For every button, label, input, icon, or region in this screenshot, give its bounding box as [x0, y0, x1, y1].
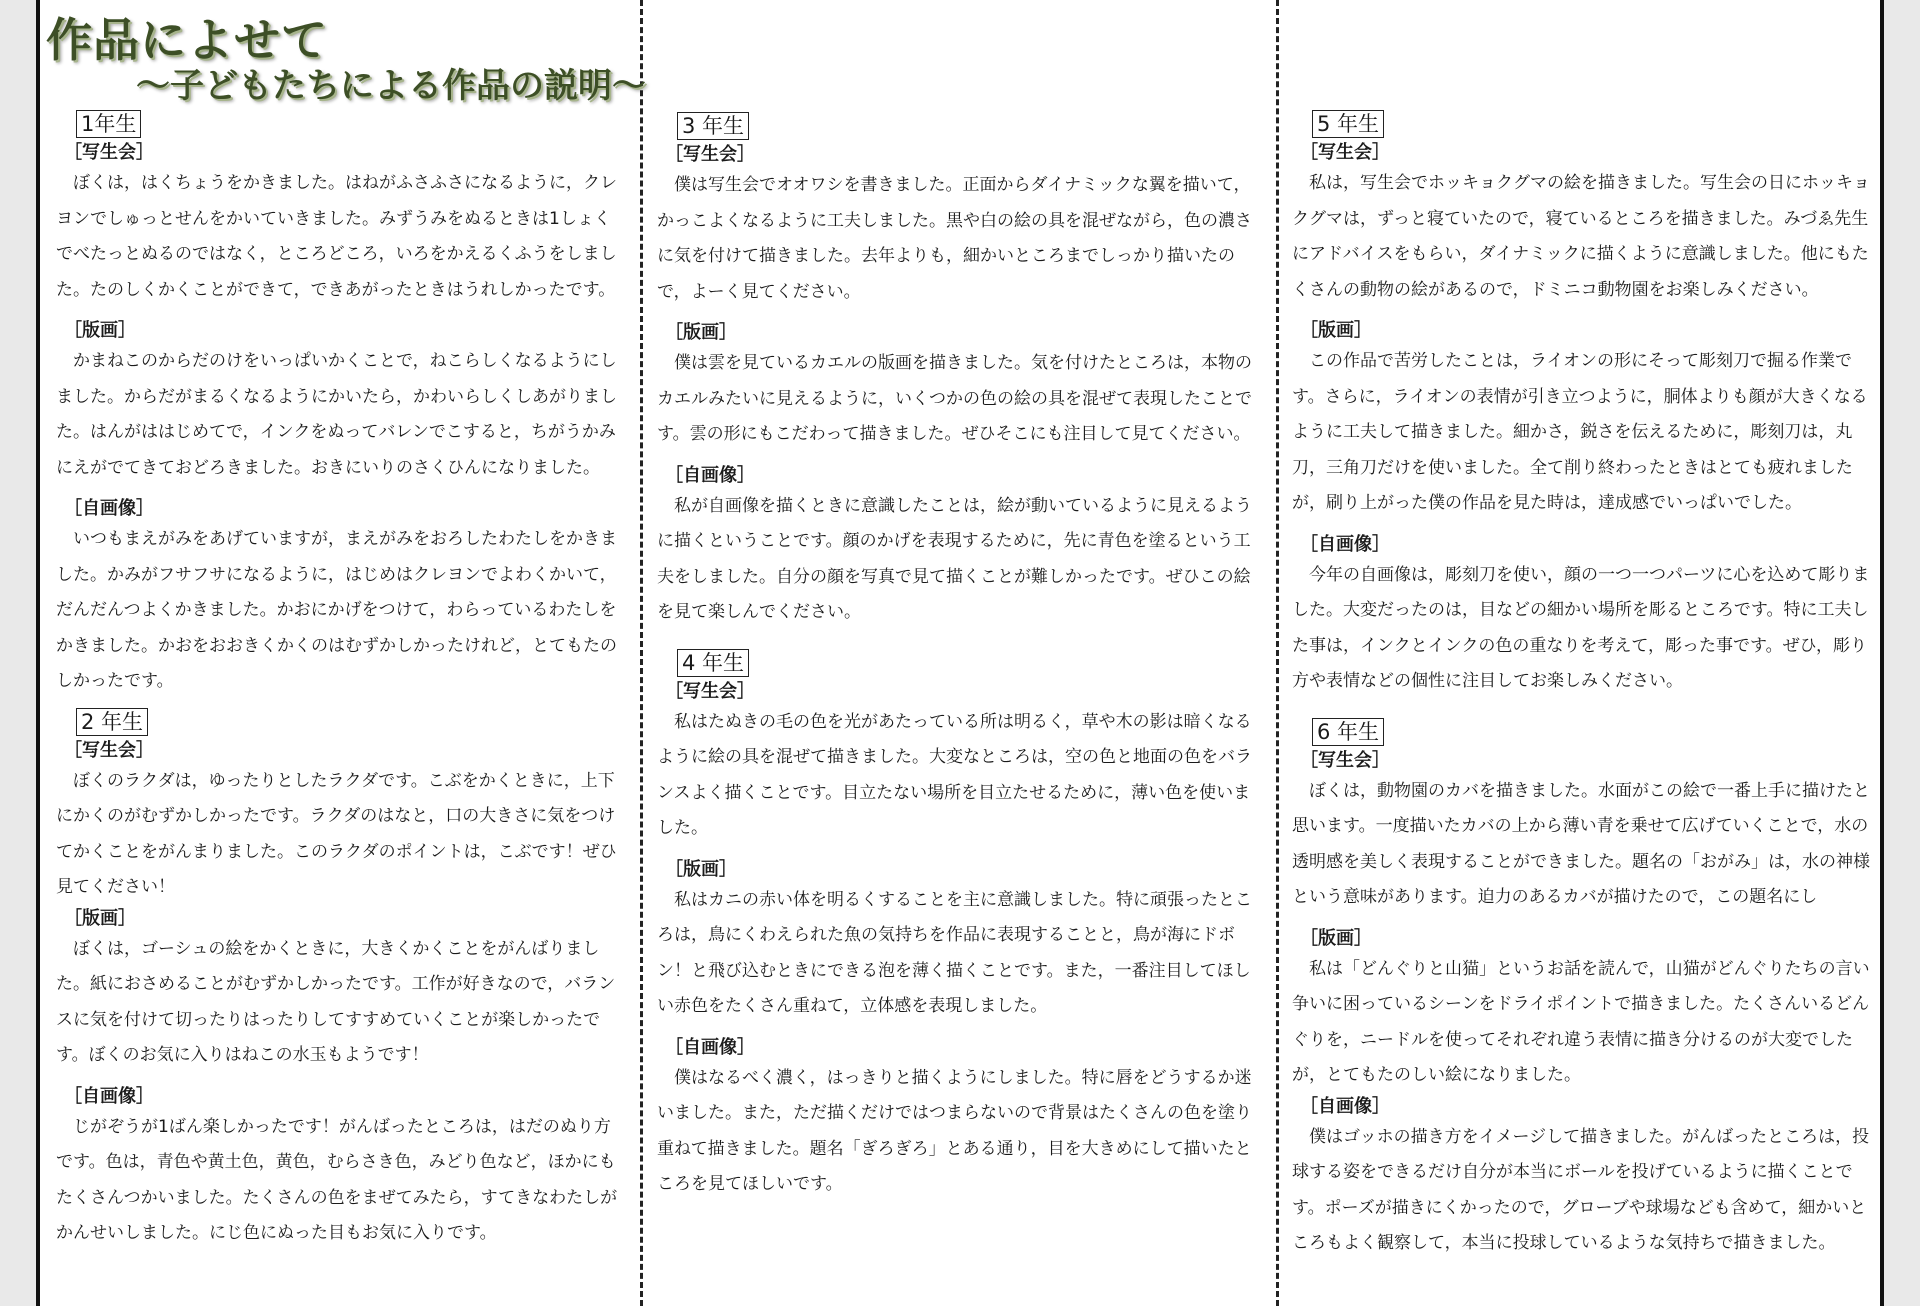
section-text: 今年の自画像は，彫刻刀を使い，顔の一つ一つパーツに心を込めて彫りました。大変だったのは，目などの細かい場所を彫るところです。特に工夫した事は，インクとインクの色の重なりを考えて，彫った事です。ぜひ，彫り方や表情などの個性に注目してお楽しみください。	[1292, 564, 1870, 691]
section-print	[655, 857, 1265, 1025]
grade-block-3	[655, 112, 1265, 631]
section-text: 僕はなるべく濃く，はっきりと描くようにしました。特に唇をどうするか迷いました。また，ただ描くだけではつまらないので背景はたくさんの色を塗り重ねて描きました。題名「ぎろぎろ」とある通り，目を大きめにして描いたところを見てほしいです。	[657, 1067, 1252, 1194]
grade-label: 2 年生	[76, 708, 148, 736]
section-label: ［自画像］	[1300, 1095, 1390, 1117]
section-label: ［写生会］	[665, 680, 755, 702]
section-text: ぼくは，はくちょうをかきました。はねがふさふさになるように，クレヨンでしゅっとせんをかいていきました。みずうみをぬるときは1しょくでべたっとぬるのではなく，ところどころ，いろをかえるくふうをしました。たのしくかくことができて，できあがったときはうれしかったです。	[56, 173, 617, 300]
section-label: ［版画］	[64, 320, 136, 341]
section-label: ［版画］	[665, 858, 737, 880]
section-label: ［自画像］	[1300, 533, 1390, 555]
section-label: ［版画］	[665, 322, 737, 343]
section-text: 私はたぬきの毛の色を光があたっている所は明るく，草や木の影は暗くなるように絵の具を混ぜて描きました。大変なところは，空の色と地面の色をバランスよく描くことです。目立たない場所を目立たせるために，薄い色を使いました。	[657, 711, 1252, 838]
section-text: 僕は雲を見ているカエルの版画を描きました。気を付けたところは，本物のカエルみたいに見えるように，いくつかの色の絵の具を混ぜて表現したことです。雲の形にもこだわって描きました。ぜひそこにも注目して見てください。	[657, 353, 1252, 444]
section-sketch	[54, 738, 619, 906]
section-label: ［自画像］	[665, 464, 755, 486]
section-label: ［写生会］	[665, 144, 755, 165]
grade-block-4	[655, 649, 1265, 1203]
section-text: 私は「どんぐりと山猫」というお話を読んで，山猫がどんぐりたちの言い争いに困っているシーンをドライポイントで描きました。たくさんいるどんぐりを，ニードルを使ってそれぞれ違う表情に描き分けるのが大変でしたが，とてもたのしい絵になりました。	[1292, 958, 1870, 1085]
grade-label: 4 年生	[677, 649, 749, 677]
grade-block-5	[1290, 110, 1880, 700]
section-text: ぼくは，動物園のカバを描きました。水面がこの絵で一番上手に描けたと思います。一度描いたカバの上から薄い青を乗せて広げていくことで，水の透明感を美しく表現することができました。題名の「おがみ」は，水の神様という意味があります。迫力のあるカバが描けたので，この題名にし	[1292, 780, 1870, 907]
document-page	[36, 0, 1884, 1306]
section-label: ［写生会］	[1300, 142, 1390, 163]
section-label: ［自画像］	[64, 498, 154, 519]
section-text: ぼくのラクダは，ゆったりとしたラクダです。こぶをかくときに，上下にかくのがむずかしかったです。ラクダのはなと，口の大きさに気をつけてかくことをがんまりました。このラクダのポイントは，こぶです！ぜひ見てください！	[56, 770, 617, 897]
section-text: この作品で苦労したことは，ライオンの形にそって彫刻刀で掘る作業です。さらに，ライオンの表情が引き立つように，胴体よりも顔が大きくなるように工夫して描きました。細かさ，鋭さを伝えるために，彫刻刀は，丸刀，三角刀だけを使いました。全て削り終わったときはとても疲れましたが，刷り上がった僕の作品を見た時は，達成感でいっぱいでした。	[1292, 351, 1868, 513]
column-right	[1290, 110, 1880, 1270]
section-self-portrait	[655, 463, 1265, 631]
section-text: 私が自画像を描くときに意識したことは，絵が動いているように見えるように描くということです。顔のかげを表現するために，先に青色を塗るという工夫をしました。自分の顔を写真で見て描くことが難しかったです。ぜひこの絵を見て楽しんでください。	[657, 495, 1252, 622]
column-left	[54, 110, 619, 1260]
section-sketch	[54, 140, 619, 308]
grade-label: 5 年生	[1312, 110, 1384, 138]
grade-block-1	[54, 110, 619, 700]
section-label: ［写生会］	[64, 739, 154, 761]
section-print	[54, 318, 619, 486]
section-label: ［版画］	[1300, 320, 1372, 341]
section-self-portrait	[655, 1035, 1265, 1203]
section-sketch	[655, 679, 1265, 847]
section-label: ［写生会］	[1300, 749, 1390, 771]
section-print	[1290, 926, 1880, 1094]
section-text: ぼくは，ゴーシュの絵をかくときに，大きくかくことをがんばりました。紙におさめることがむずかしかったです。工作が好きなので，バランスに気を付けて切ったりはったりしてすすめていくことが楽しかったです。ぼくのお気に入りはねこの水玉もようです！	[56, 938, 616, 1065]
section-self-portrait	[54, 1084, 619, 1252]
section-text: 僕は写生会でオオワシを書きました。正面からダイナミックな翼を描いて，かっこよくなるように工夫しました。黒や白の絵の具を混ぜながら，色の濃さに気を付けて描きました。去年よりも，細かいところまでしっかり描いたので，よーく見てください。	[657, 175, 1252, 302]
section-text: かまねこのからだのけをいっぱいかくことで，ねこらしくなるようにしました。からだがまるくなるようにかいたら，かわいらしくしあがりました。はんがははじめてで，インクをぬってバレンでこすると，ちがうかみにえがでてきておどろきました。おきにいりのさくひんになりました。	[56, 351, 617, 478]
section-label: ［自画像］	[64, 1085, 154, 1107]
grade-label: 3 年生	[677, 112, 749, 140]
column-divider	[1276, 0, 1279, 1306]
section-label: ［版画］	[1300, 927, 1372, 949]
section-text: 僕はゴッホの描き方をイメージして描きました。がんばったところは，投球する姿をできるだけ自分が本当にボールを投げているように描くことです。ポーズが描きにくかったので，グローブや球場なども含めて，細かいところもよく観察して，本当に投球しているような気持ちで描きました。	[1292, 1126, 1870, 1253]
grade-label: 1年生	[76, 110, 141, 138]
section-label: ［版画］	[64, 907, 136, 929]
section-sketch	[1290, 748, 1880, 916]
section-label: ［写生会］	[64, 142, 154, 163]
page-subtitle: ～子どもたちによる作品の説明～	[136, 66, 646, 106]
section-label: ［自画像］	[665, 1036, 755, 1058]
section-text: いつもまえがみをあげていますが，まえがみをおろしたわたしをかきました。かみがフサフサになるように，はじめはクレヨンでよわくかいて，だんだんつよくかきました。かおにかげをつけて，わらっているわたしをかきました。かおをおおきくかくのはむずかしかったけれど，とてもたのしかったです。	[56, 529, 617, 691]
column-middle	[655, 112, 1265, 1211]
section-sketch	[655, 142, 1265, 310]
section-print	[54, 906, 619, 1074]
section-text: 私は，写生会でホッキョクグマの絵を描きました。写生会の日にホッキョクグマは，ずっと寝ていたので，寝ているところを描きました。みづゑ先生にアドバイスをもらい，ダイナミックに描くように意識しました。他にもたくさんの動物の絵があるので，ドミニコ動物園をお楽しみください。	[1292, 173, 1870, 300]
section-self-portrait	[1290, 532, 1880, 700]
section-print	[1290, 318, 1880, 522]
section-self-portrait	[54, 496, 619, 700]
section-print	[655, 320, 1265, 453]
section-text: じがぞうが1ばん楽しかったです！がんばったところは，はだのぬり方です。色は，青色や黄土色，黄色，むらさき色，みどり色など，ほかにもたくさんつかいました。たくさんの色をまぜてみたら，すてきなわたしがかんせいしました。にじ色にぬった目もお気に入りです。	[56, 1116, 618, 1243]
section-self-portrait	[1290, 1094, 1880, 1262]
grade-block-2	[54, 708, 619, 1252]
section-sketch	[1290, 140, 1880, 308]
page-title: 作品によせて	[46, 13, 328, 67]
grade-label: 6 年生	[1312, 718, 1384, 746]
column-divider	[640, 0, 643, 1306]
grade-block-6	[1290, 718, 1880, 1262]
section-text: 私はカニの赤い体を明るくすることを主に意識しました。特に頑張ったところは，鳥にくわえられた魚の気持ちを作品に表現することと，鳥が海にドボン！と飛び込むときにできる泡を薄く描くことです。また，一番注目してほしい赤色をたくさん重ねて，立体感を表現しました。	[657, 889, 1252, 1016]
